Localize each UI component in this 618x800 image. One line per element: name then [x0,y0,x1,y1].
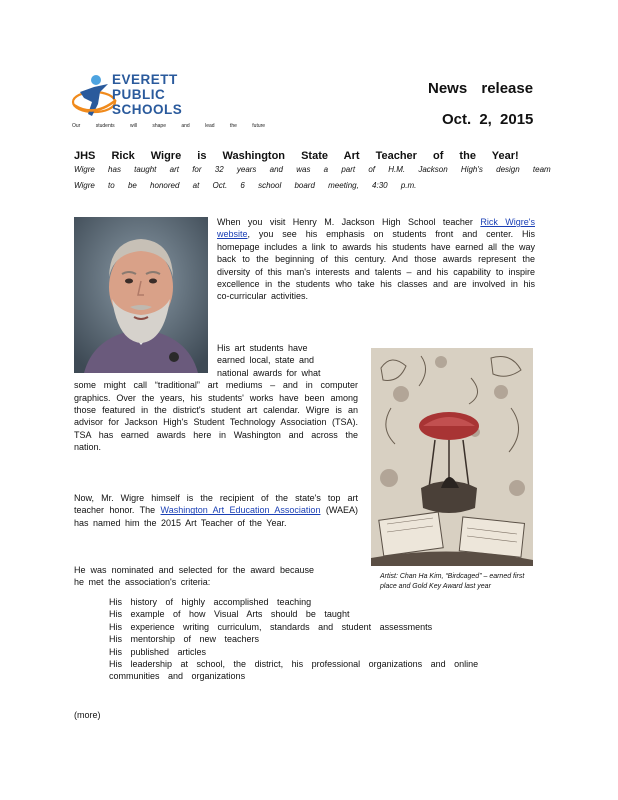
criteria-item-text: His history of highly accomplished teaching [109,597,312,607]
logo-text-everett: EVERETT [112,72,178,87]
rick-wigre-website-link[interactable]: Rick Wigre's website [217,217,535,240]
logo-tagline: Our students will shape and lead the future [72,123,266,129]
logo-text-public: PUBLIC [112,87,166,102]
subheadline-1: Wigre has taught art for 32 years and was a part of H.M. Jackson High's design team [74,165,551,174]
list-item [86,608,526,620]
p2-line-2: earned local, state and [217,355,315,366]
logo-text-schools: SCHOOLS [112,102,183,117]
headline: JHS Rick Wigre is Washington State Art Teacher of the Year! [74,150,519,162]
paragraph-student-awards [74,342,358,454]
list-item [86,658,526,683]
list-item [86,596,526,608]
criteria-item-text: His example of how Visual Arts should be taught [109,609,350,620]
criteria-item-text: His mentorship of new teachers [109,634,260,645]
list-item [86,646,526,658]
subheadline-2: Wigre to be honored at Oct. 6 school board meeting, 4:30 p.m. [74,181,417,190]
news-release-label: News release [428,80,534,97]
criteria-item-text: His experience writing curriculum, standards and student assessments [109,621,433,632]
more-indicator: (more) [74,710,101,720]
student-artwork-birdcaged [371,348,533,566]
list-item [86,621,526,633]
criteria-item-text: His published articles [109,646,207,657]
p3-text-before: Now, Mr. Wigre himself is the recipient of the state's top art teacher honor. The [74,493,358,516]
release-date: Oct. 2, 2015 [442,111,534,128]
paragraph-state-honor [74,492,358,529]
artwork-caption: Artist: Chan Ha Kim, “Birdcaged” – earned first place and Gold Key Award last year [380,573,525,590]
p2-rest: some might call “traditional” art mediums – and in computer graphics. Over the years, his students' works have been among those featured in the district's student art calendar. Wigre is an advisor for Jackson High's Student Technology Association (TSA). TSA has earned awards here in Washington and across the nation. [74,380,358,453]
list-item [86,633,526,645]
criteria-list [86,596,526,683]
p2-line-1: His art students have [217,343,308,353]
p3-text-after: (WAEA) has named him the 2015 Art Teacher of the Year. [74,505,358,528]
waea-link[interactable]: Washington Art Education Association [160,505,321,516]
p2-line-3: national awards for what [217,367,321,378]
paragraph-criteria-intro: He was nominated and selected for the award because he met the association's criteria: [74,565,314,588]
p1-text-after: , you see his emphasis on students front and center. His homepage includes a link to awards his students have earned all the way back to the beginning of this century. And those awards represent the diversity of this man's interests and talents – and his capability to inspire excellence in the students who take his classes and are involved in his co-curricular activities. [217,229,535,302]
paragraph-intro [217,216,535,303]
p1-text-before: When you visit Henry M. Jackson High School teacher [217,217,481,227]
criteria-item-text: His leadership at school, the district, his professional organizations and online communities and organizations [109,659,479,682]
